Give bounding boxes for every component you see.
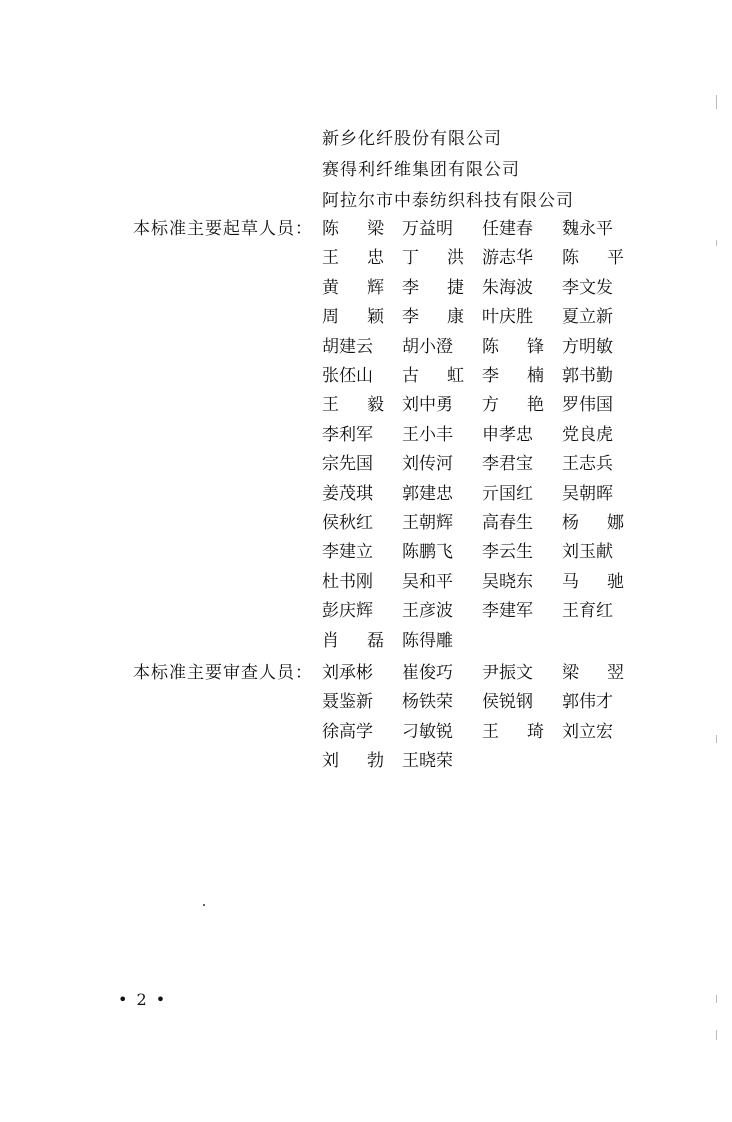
person-name: 夏立新 [562, 307, 613, 328]
person-name: 郭伟才 [562, 692, 613, 713]
person-name: 崔俊巧 [402, 663, 453, 683]
edge-mark [716, 735, 717, 743]
person-name: 刘中勇 [402, 395, 453, 416]
person-name: 陈得雕 [402, 630, 453, 651]
person-name: 古 虹 [402, 366, 464, 386]
person-name: 张伾山 [322, 366, 373, 386]
person-name: 王 忠 [322, 248, 384, 269]
person-name: 陈 平 [562, 248, 624, 269]
person-name: 郭建忠 [402, 483, 453, 504]
person-name: 刘立宏 [562, 721, 613, 742]
person-name: 申孝忠 [482, 424, 533, 445]
person-name: 姜茂琪 [322, 483, 373, 504]
person-name: 吴朝晖 [562, 483, 613, 504]
person-name: 方明敏 [562, 336, 613, 357]
edge-mark [716, 995, 717, 1003]
person-name: 李文发 [562, 277, 613, 298]
person-name: 李云生 [482, 542, 533, 563]
person-name: 游志华 [482, 248, 533, 269]
person-name: 李 楠 [482, 366, 544, 386]
person-name: 丁 洪 [402, 248, 464, 269]
person-name: 胡建云 [322, 336, 373, 357]
edge-mark [716, 1030, 717, 1040]
person-name: 王晓荣 [402, 751, 453, 772]
person-name: 吴晓东 [482, 571, 533, 592]
person-name: 尹振文 [482, 663, 533, 683]
person-name: 肖 磊 [322, 630, 384, 651]
person-name: 万益明 [402, 219, 453, 239]
person-name: 李建立 [322, 542, 373, 563]
person-name: 李利军 [322, 424, 373, 445]
person-name: 王朝辉 [402, 513, 453, 533]
person-name: 杨 娜 [562, 513, 624, 533]
person-name: 马 驰 [562, 571, 624, 592]
person-name: 亓国红 [482, 483, 533, 504]
person-name: 叶庆胜 [482, 307, 533, 328]
company-line: 赛得利纤维集团有限公司 [322, 160, 520, 180]
person-name: 罗伟国 [562, 395, 613, 416]
edge-mark [716, 240, 717, 246]
person-name: 刘承彬 [322, 663, 373, 683]
person-name: 周 颖 [322, 307, 384, 328]
person-name: 宗先国 [322, 454, 373, 475]
person-name: 刘传河 [402, 454, 453, 475]
person-name: 李君宝 [482, 454, 533, 475]
person-name: 李 捷 [402, 277, 464, 298]
person-name: 刘 勃 [322, 751, 384, 772]
person-name: 李建军 [482, 601, 533, 622]
person-name: 刁敏锐 [402, 721, 453, 742]
edge-mark [716, 95, 717, 109]
person-name: 王彦波 [402, 601, 453, 622]
person-name: 陈 梁 [322, 219, 384, 239]
person-name: 魏永平 [562, 219, 613, 239]
person-name: 杜书刚 [322, 571, 373, 592]
person-name: 徐高学 [322, 721, 373, 742]
person-name: 方 艳 [482, 395, 544, 416]
person-name: 杨铁荣 [402, 692, 453, 713]
person-name: 王小丰 [402, 424, 453, 445]
person-name: 高春生 [482, 513, 533, 533]
drafters-label: 本标准主要起草人员： [133, 219, 313, 239]
person-name: 李 康 [402, 307, 464, 328]
person-name: 郭书勤 [562, 366, 613, 386]
person-name: 陈鹏飞 [402, 542, 453, 563]
person-name: 王育红 [562, 601, 613, 622]
person-name: 朱海波 [482, 277, 533, 298]
person-name: 王 毅 [322, 395, 384, 416]
person-name: 胡小澄 [402, 336, 453, 357]
person-name: 侯锐钢 [482, 692, 533, 713]
person-name: 党良虎 [562, 424, 613, 445]
company-line: 新乡化纤股份有限公司 [322, 129, 502, 149]
person-name: 梁 翌 [562, 663, 624, 683]
person-name: 王志兵 [562, 454, 613, 475]
person-name: 刘玉献 [562, 542, 613, 563]
scan-dot [203, 904, 205, 906]
person-name: 王 琦 [482, 721, 544, 742]
person-name: 侯秋红 [322, 513, 373, 533]
person-name: 聂鉴新 [322, 692, 373, 713]
person-name: 黄 辉 [322, 277, 384, 298]
page-number: • 2 • [118, 990, 168, 1009]
person-name: 吴和平 [402, 571, 453, 592]
person-name: 任建春 [482, 219, 533, 239]
person-name: 彭庆辉 [322, 601, 373, 622]
reviewers-label: 本标准主要审查人员： [133, 663, 313, 683]
person-name: 陈 锋 [482, 336, 544, 357]
company-line: 阿拉尔市中泰纺织科技有限公司 [322, 191, 574, 211]
